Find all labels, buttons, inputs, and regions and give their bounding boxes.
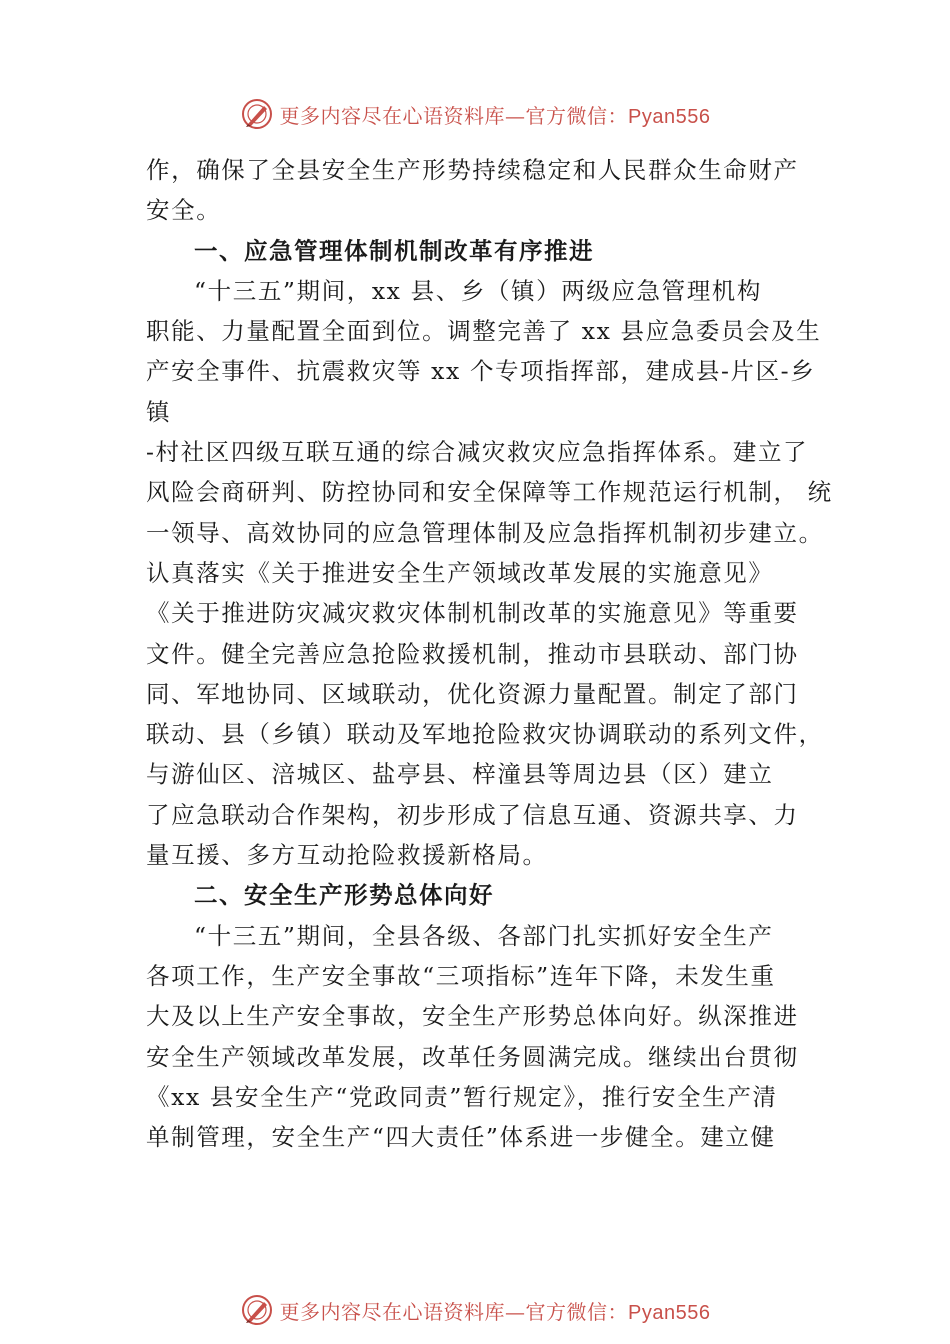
text-line: 风险会商研判、防控协同和安全保障等工作规范运行机制， 统 (146, 478, 833, 507)
text-line: 文件。健全完善应急抢险救援机制，推动市县联动、部门协 (146, 639, 799, 668)
text-line: 《关于推进防灾减灾救灾体制机制改革的实施意见》等重要 (146, 599, 799, 628)
text-line: 同、军地协同、区域联动，优化资源力量配置。制定了部门 (146, 679, 799, 708)
text-line: 单制管理，安全生产“四大责任”体系进一步健全。建立健 (146, 1123, 776, 1152)
text-line: 产安全事件、抗震救灾等 xx 个专项指挥部，建成县-片区-乡 (146, 357, 816, 386)
text-line: 一领导、高效协同的应急管理体制及应急指挥机制初步建立。 (146, 518, 824, 547)
watermark-label: 更多内容尽在心语资料库—官方微信： (279, 1299, 629, 1324)
pen-logo-icon (240, 1293, 274, 1327)
text-line: 与游仙区、涪城区、盐亭县、梓潼县等周边县（区）建立 (146, 760, 774, 789)
text-line: 安全生产领域改革发展，改革任务圆满完成。继续出台贯彻 (146, 1042, 799, 1071)
text-line: 认真落实《关于推进安全生产领域改革发展的实施意见》 (146, 558, 774, 587)
watermark-text (280, 1296, 711, 1325)
text-line: 量互援、多方互动抢险救援新格局。 (146, 841, 548, 870)
text-line: 作，确保了全县安全生产形势持续稳定和人民群众生命财产 (146, 156, 799, 184)
watermark-handle: Pyan556 (628, 105, 711, 128)
text-line: 了应急联动合作架构，初步形成了信息互通、资源共享、力 (146, 800, 799, 829)
text-line: “十三五”期间，xx 县、乡（镇）两级应急管理机构 (194, 276, 763, 305)
section-heading: 二、安全生产形势总体向好 (194, 881, 494, 910)
text-line: “十三五”期间，全县各级、各部门扎实抓好安全生产 (194, 921, 774, 950)
document-body (146, 150, 833, 1157)
text-line: 各项工作，生产安全事故“三项指标”连年下降，未发生重 (146, 961, 776, 990)
section-heading: 一、应急管理体制机制改革有序推进 (194, 236, 594, 265)
pen-logo-icon (240, 97, 274, 131)
text-line: 镇 (146, 397, 172, 426)
text-line: 《xx 县安全生产“党政同责”暂行规定》，推行安全生产清 (146, 1082, 778, 1111)
text-line: 大及以上生产安全事故，安全生产形势总体向好。纵深推进 (146, 1002, 799, 1031)
watermark-text (280, 100, 711, 129)
watermark-label: 更多内容尽在心语资料库—官方微信： (279, 103, 629, 128)
text-line: 职能、力量配置全面到位。调整完善了 xx 县应急委员会及生 (146, 317, 822, 346)
watermark-footer (0, 1290, 950, 1330)
watermark-header (0, 94, 950, 134)
text-line: 安全。 (146, 196, 222, 225)
text-line: 联动、县（乡镇）联动及军地抢险救灾协调联动的系列文件， (146, 720, 824, 749)
text-line: -村社区四级互联互通的综合减灾救灾应急指挥体系。建立了 (146, 438, 809, 467)
watermark-handle: Pyan556 (628, 1301, 711, 1324)
